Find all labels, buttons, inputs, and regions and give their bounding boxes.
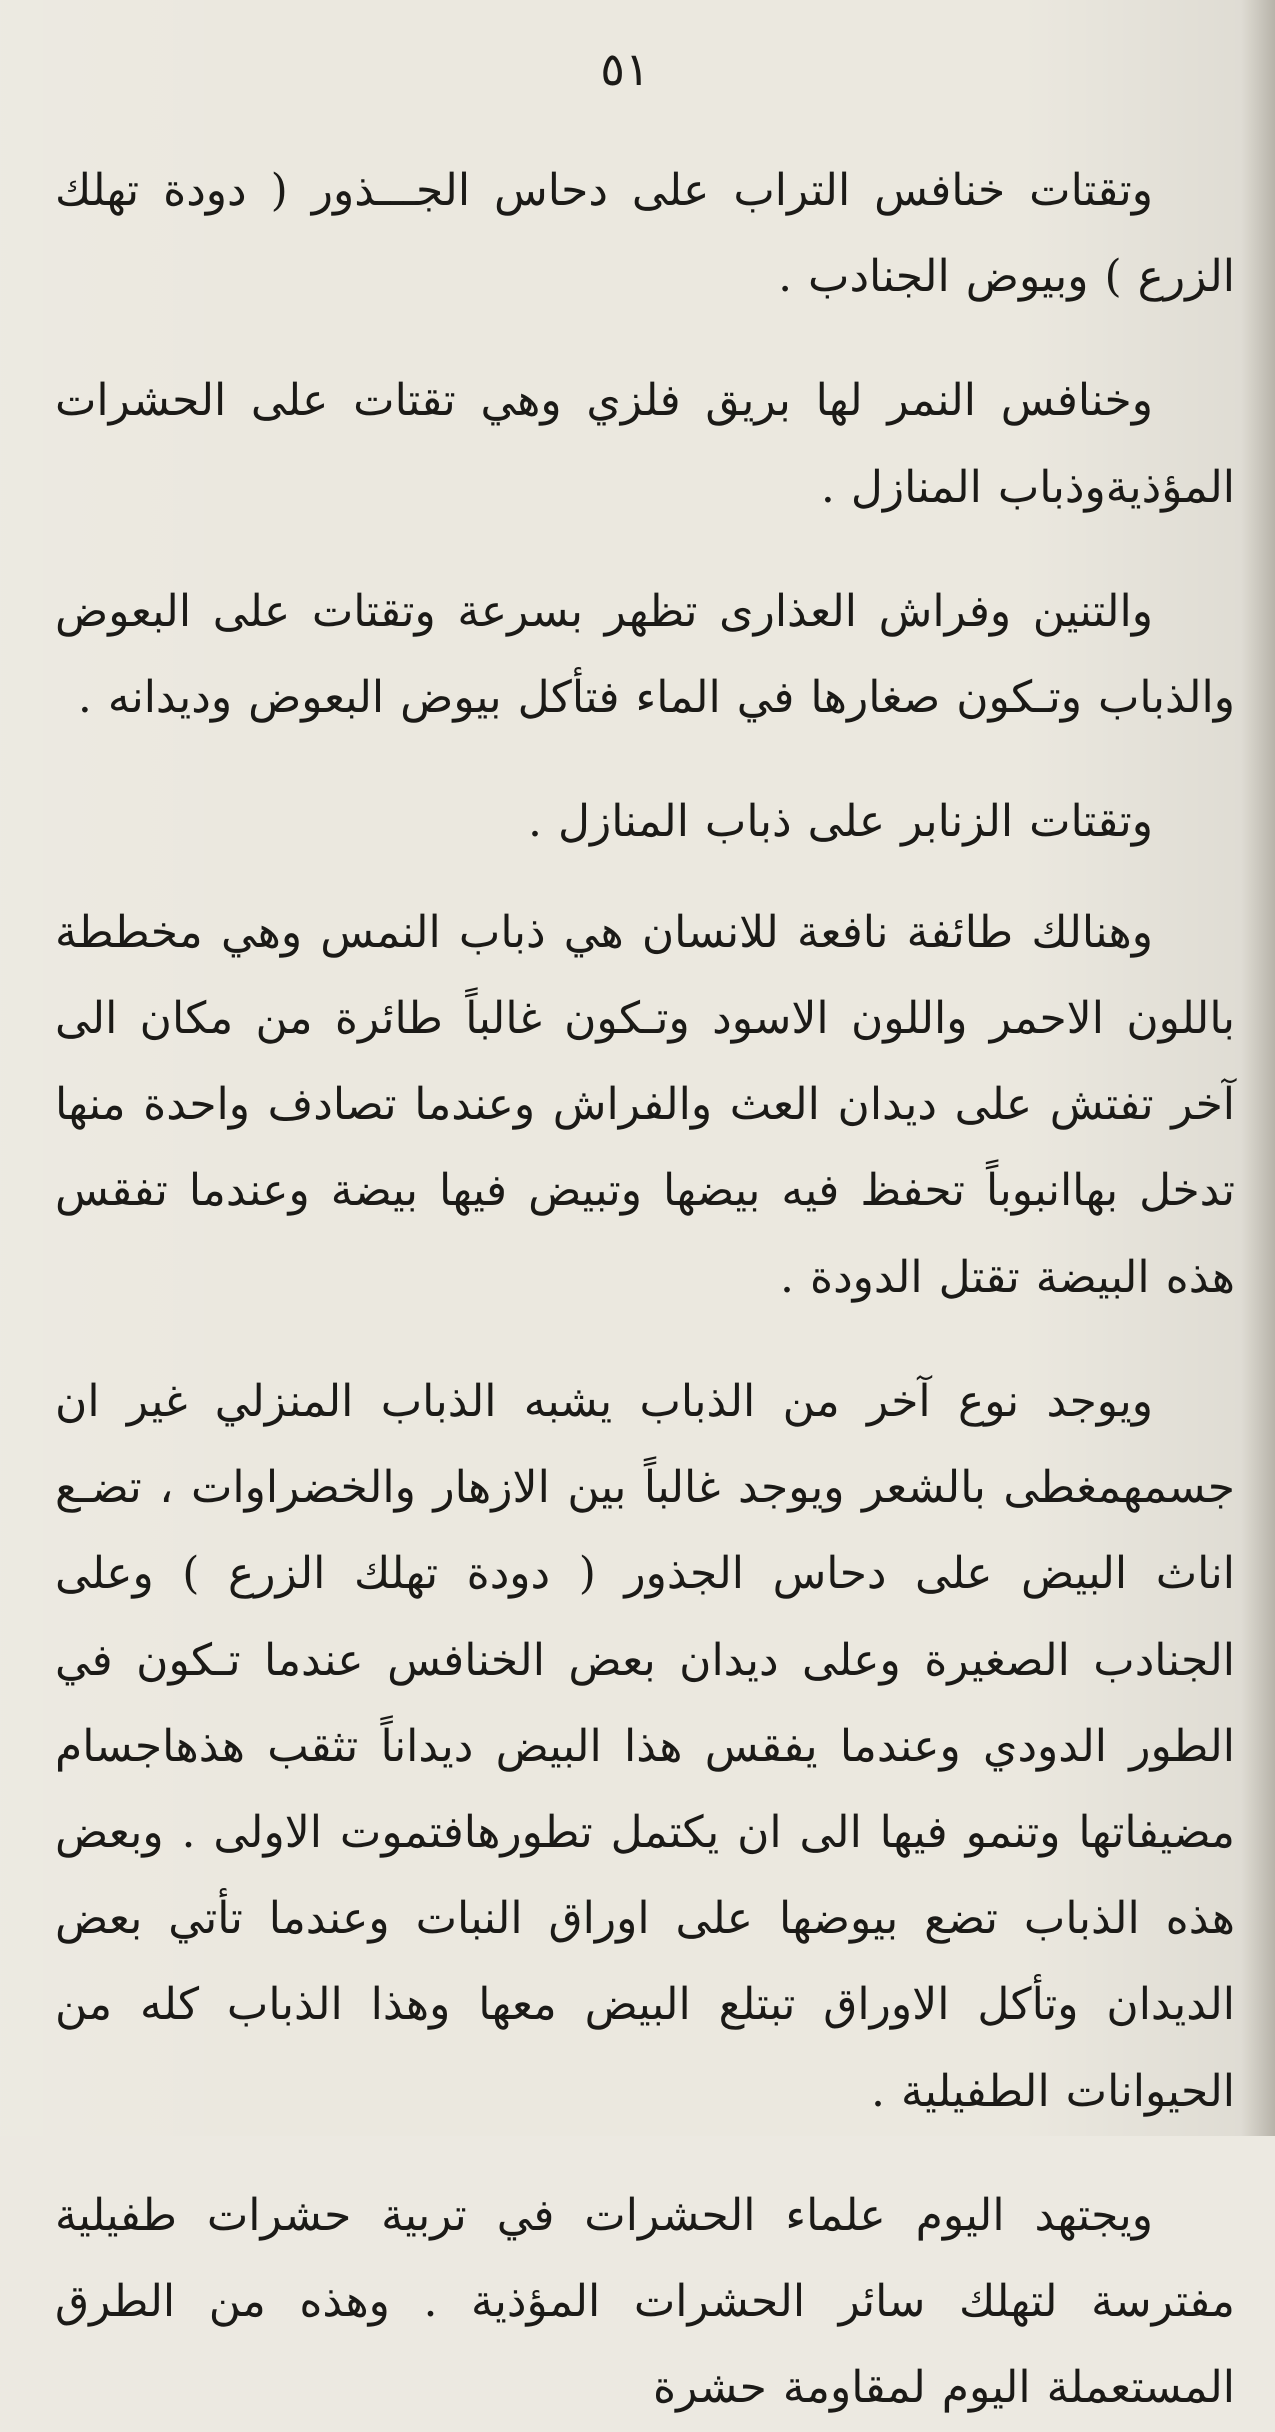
paragraph-ground-beetles: وتقتات خنافس التراب على دحاس الجـــذور ( دودة تهلك الزرع ) وبيوض الجنادب .: [55, 165, 1235, 303]
page-gutter-shadow: [1241, 0, 1275, 2136]
paragraph-wasps: وتقتات الزنابر على ذباب المنازل .: [528, 796, 1153, 848]
page-number: ٥١: [600, 42, 650, 96]
page-body: [55, 148, 1235, 2432]
paragraph-dragonflies: والتنين وفراش العذارى تظهر بسرعة وتقتات على البعوض والذباب وتـكون صغارها في الماء فتأكل بيوض البعوض وديدانه .: [55, 585, 1235, 724]
paragraph-tiger-beetles: وخنافس النمر لها بريق فلزي وهي تقتات على الحشرات المؤذيةوذباب المنازل .: [55, 375, 1235, 513]
paragraph-parasitic-flies: ويوجد نوع آخر من الذباب يشبه الذباب المنزلي غير ان جسمهمغطى بالشعر ويوجد غالباً بين الازهار والخضراوات ، تضـع اناث البيض على دحاس الجذور ( دودة تهلك الزرع ) وعلى الجنادب الصغيرة وعلى ديدان بعض الخنافس عندما تـكون في الطور الدودي وعندما يفقس هذا البيض ديداناً تثقب هذهاجسام مضيفاتها وتنمو فيها الى ان يكتمل تطورهافتموت الاولى . وبعض هذه الذباب تضع بيوضها على اوراق النبات وعندما تأتي بعض الديدان وتأكل الاوراق تبتلع البيض معها وهذا الذباب كله من الحيوانات الطفيلية .: [55, 1375, 1235, 2117]
paragraph-ichneumon-flies: وهنالك طائفة نافعة للانسان هي ذباب النمس وهي مخططة باللون الاحمر واللون الاسود وتـكون غالباً طائرة من مكان الى آخر تفتش على ديدان العث والفراش وعندما تصادف واحدة منها تدخل بهاانبوباً تحفظ فيه بيضها وتبيض فيها بيضة وعندما تفقس هذه البيضة تقتل الدودة .: [55, 906, 1235, 1303]
paragraph-entomologists: ويجتهد اليوم علماء الحشرات في تربية حشرات طفيلية مفترسة لتهلك سائر الحشرات المؤذية . وهذه من الطرق المستعملة اليوم لمقاومة حشرة: [55, 2189, 1235, 2414]
